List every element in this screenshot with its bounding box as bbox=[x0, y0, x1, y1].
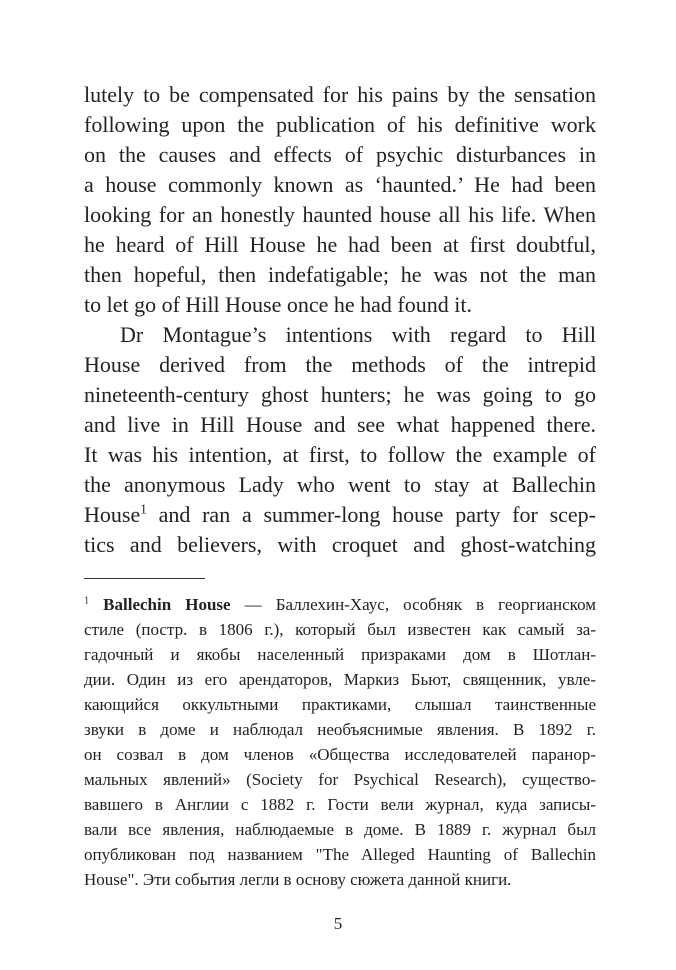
footnote-line: вали все явления, наблюдаемые в доме. В 1889 г. журнал был bbox=[84, 820, 596, 839]
footnote-line: он созвал в дом членов «Общества исследователей паранор- bbox=[84, 745, 596, 764]
text-line: House derived from the methods of the intrepid bbox=[84, 352, 596, 377]
footnote-term: Ballechin House bbox=[103, 595, 231, 614]
footnote-line: мальных явлений» (Society for Psychical Research), существо- bbox=[84, 770, 596, 789]
footnote-marker: 1 bbox=[84, 595, 90, 607]
footnote-line: $^1$ Ballechin House — Баллехин-Хаус, особняк в георгианском bbox=[84, 595, 596, 614]
text-line: nineteenth-century ghost hunters; he was going to go bbox=[84, 382, 596, 407]
footnote bbox=[84, 592, 596, 892]
body-text bbox=[84, 80, 596, 560]
text-line: lutely to be compensated for his pains by the sensation bbox=[84, 82, 596, 107]
text-line: the anonymous Lady who went to stay at Ballechin bbox=[84, 472, 596, 497]
footnote-divider bbox=[84, 578, 205, 579]
footnote-line: гадочный и якобы населенный призраками дом в Шотлан- bbox=[84, 645, 596, 664]
text-line: he heard of Hill House he had been at first doubtful, bbox=[84, 232, 596, 257]
text-line: Dr Montague’s intentions with regard to Hill bbox=[120, 322, 596, 347]
text-line: on the causes and effects of psychic disturbances in bbox=[84, 142, 596, 167]
text-line: following upon the publication of his definitive work bbox=[84, 112, 596, 137]
footnote-line: звуки в доме и наблюдал необъяснимые явления. В 1892 г. bbox=[84, 720, 596, 739]
text-line: then hopeful, then indefatigable; he was not the man bbox=[84, 262, 596, 287]
page-number: 5 bbox=[333, 914, 343, 933]
footnote-reference[interactable]: 1 bbox=[140, 501, 147, 517]
text-line: and live in Hill House and see what happened there. bbox=[84, 412, 596, 437]
footnote-line: House". Эти события легли в основу сюжета данной книги. bbox=[84, 870, 512, 889]
footnote-line: опубликован под названием "The Alleged Haunting of Ballechin bbox=[84, 845, 596, 864]
footnote-line: вавшего в Англии с 1882 г. Гости вели журнал, куда записы- bbox=[84, 795, 596, 814]
text-line: House$^1$ and ran a summer-long house party for scep- bbox=[84, 501, 596, 527]
text-line: a house commonly known as ‘haunted.’ He had been bbox=[84, 172, 596, 197]
text-line: tics and believers, with croquet and ghost-watching bbox=[84, 532, 596, 557]
footnote-line: кающийся оккультными практиками, слышал таинственные bbox=[84, 695, 596, 714]
footnote-line: дии. Один из его арендаторов, Маркиз Бьют, священник, увле- bbox=[84, 670, 596, 689]
text-line: It was his intention, at first, to follow the example of bbox=[84, 442, 596, 467]
text-line: looking for an honestly haunted house all his life. When bbox=[84, 202, 596, 227]
footnote-line: стиле (постр. в 1806 г.), который был известен как самый за- bbox=[84, 620, 596, 639]
text-line: to let go of Hill House once he had found it. bbox=[84, 292, 472, 317]
